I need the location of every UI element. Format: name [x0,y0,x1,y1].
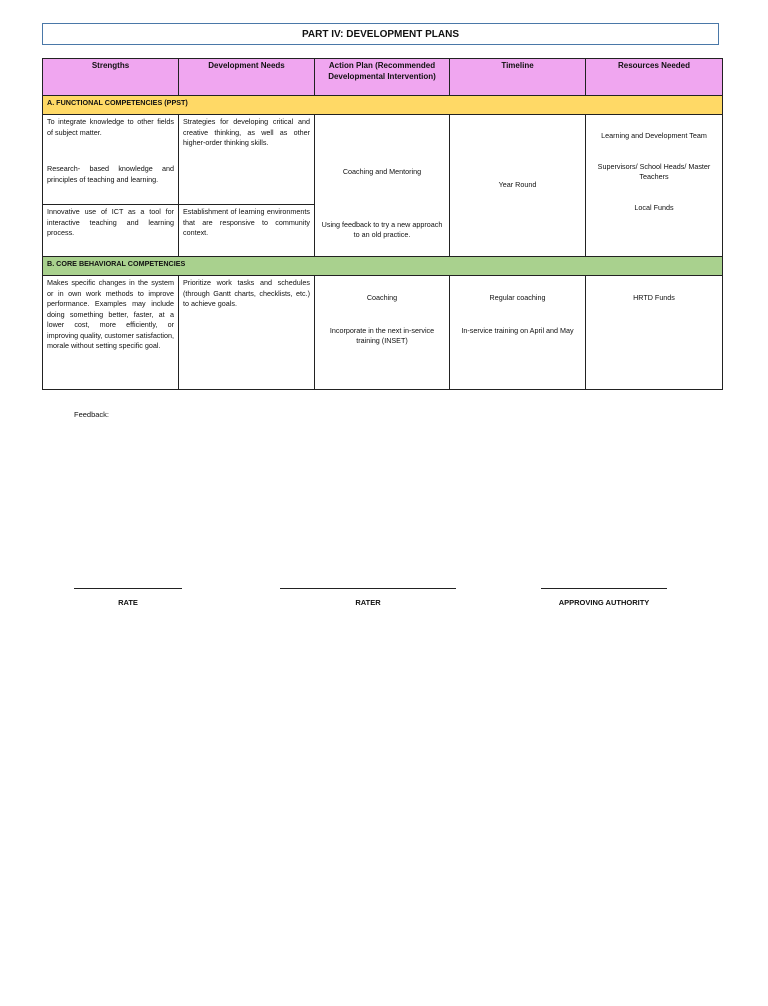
action-item: Coaching and Mentoring [342,167,422,176]
section-b-row [43,257,723,276]
signature-label: APPROVING AUTHORITY [558,598,650,607]
section-b-label: B. CORE BEHAVIORAL COMPETENCIES [43,257,723,276]
feedback-label: Feedback: [74,410,110,419]
timeline-cell: Year Round [450,115,586,257]
need-cell: Prioritize work tasks and schedules (through Gantt charts, checklists, etc.) to achieve goals. [179,276,315,390]
signature-approving-authority [541,588,667,607]
section-a-row [43,96,723,115]
resource-item: HRTD Funds [633,293,675,302]
action-item: Using feedback to try a new approach to an old practice. [321,219,443,239]
signature-line [541,588,667,589]
table-row [43,115,723,205]
resource-item: Local Funds [634,202,674,212]
resources-cell [586,115,723,257]
need-cell: Establishment of learning environments that are responsive to community context. [179,205,315,257]
strength-item: To integrate knowledge to other fields of subject matter. [47,117,174,137]
strength-item: Research- based knowledge and principles of teaching and learning. [47,164,174,184]
action-item: Incorporate in the next in-service training (INSET) [329,325,435,345]
header-row [43,59,723,96]
resource-item: Supervisors/ School Heads/ Master Teachers [597,161,711,181]
timeline-cell [450,276,586,390]
strength-cell [43,115,179,205]
timeline-item: In-service training on April and May [461,325,574,335]
resources-cell [586,276,723,390]
header-development-needs: Development Needs [179,59,315,96]
strength-cell: Innovative use of ICT as a tool for interactive teaching and learning process. [43,205,179,257]
strength-cell: Makes specific changes in the system or in own work methods to improve performance. Examples may include doing something better, faster, at a lower cost, more efficiently, or improving quality, customer satisfaction, morale without setting specific goal. [43,276,179,390]
action-cell [315,276,450,390]
action-item: Coaching [366,293,398,302]
page-title: PART IV: DEVELOPMENT PLANS [42,23,719,45]
signature-label: RATER [355,598,381,607]
timeline-item: Regular coaching [489,293,546,302]
header-strengths: Strengths [43,59,179,96]
table-row [43,276,723,390]
section-a-label: A. FUNCTIONAL COMPETENCIES (PPST) [43,96,723,115]
signature-label: RATE [118,598,138,607]
signature-line [74,588,182,589]
signature-rate [74,588,182,607]
header-timeline: Timeline [450,59,586,96]
resource-item: Learning and Development Team [601,131,707,140]
signature-rater [280,588,456,607]
header-resources: Resources Needed [586,59,723,96]
action-cell [315,115,450,257]
need-cell: Strategies for developing critical and creative thinking, as well as other higher-order thinking skills. [179,115,315,205]
signature-line [280,588,456,589]
header-action-plan: Action Plan (Recommended Developmental Intervention) [315,59,450,96]
development-plan-table [42,58,723,390]
